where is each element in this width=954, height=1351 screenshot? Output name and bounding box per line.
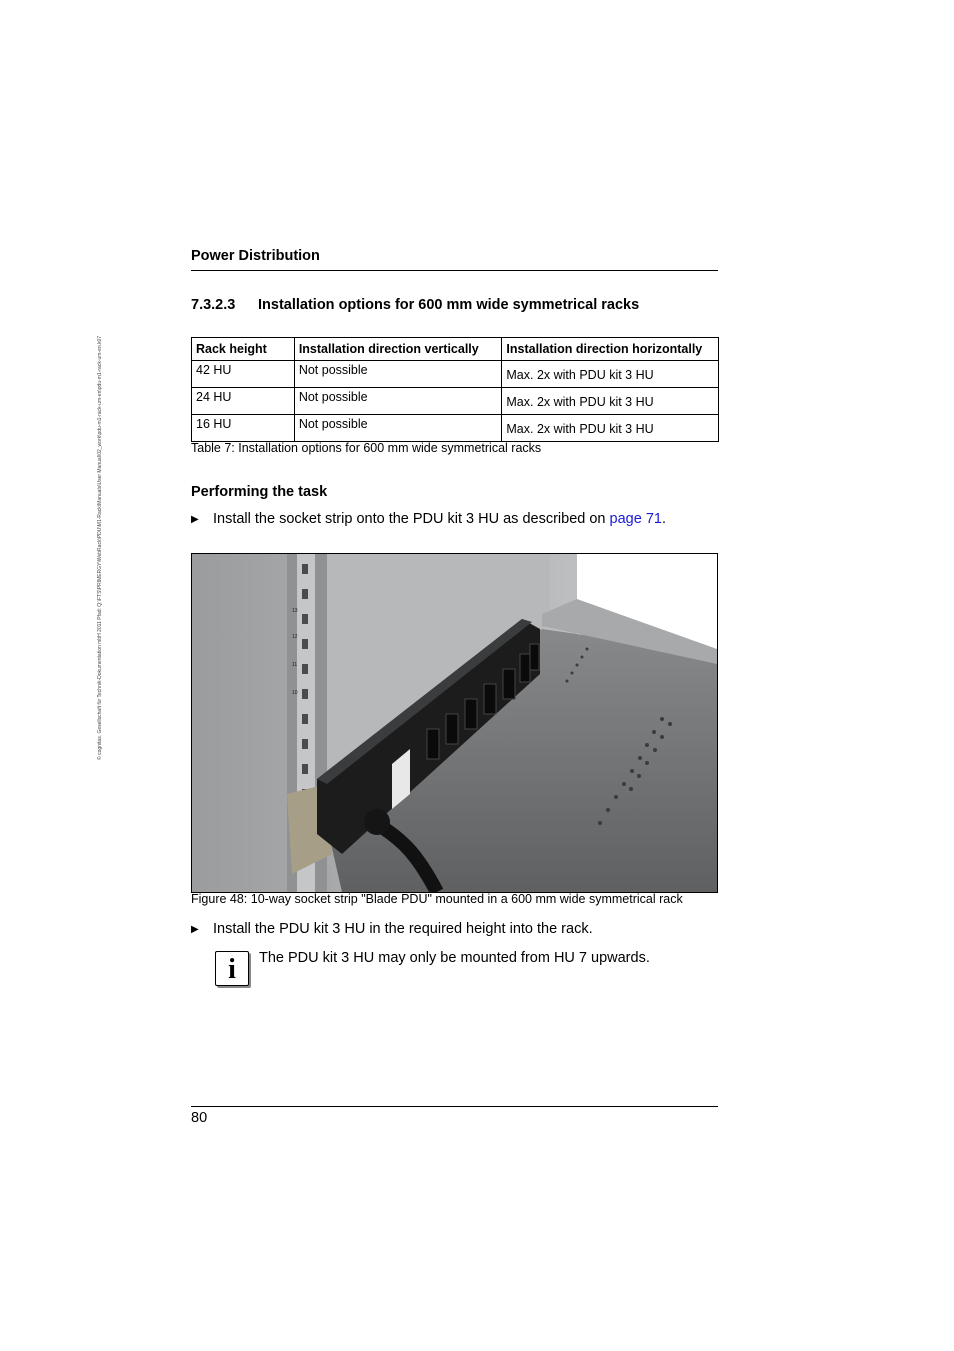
rail-number: 13	[292, 608, 298, 614]
table-header-row	[192, 338, 719, 361]
table-caption: Table 7: Installation options for 600 mm wide symmetrical racks	[191, 441, 542, 455]
instruction-step-2	[191, 921, 593, 937]
step-1-end: .	[661, 511, 666, 527]
section-title-text: Installation options for 600 mm wide symmetrical racks	[258, 297, 640, 313]
step-2-text: Install the PDU kit 3 HU in the required height into the rack.	[213, 921, 593, 937]
table-cell: Max. 2x with PDU kit 3 HU	[502, 361, 719, 388]
table-cell: Max. 2x with PDU kit 3 HU	[502, 388, 719, 415]
table-header-cell: Installation direction vertically	[294, 338, 502, 361]
table-cell: Not possible	[294, 361, 502, 388]
bullet-arrow-icon: ▶	[191, 514, 199, 525]
info-note-text: The PDU kit 3 HU may only be mounted from HU 7 upwards.	[259, 950, 650, 966]
table-cell: Not possible	[294, 388, 502, 415]
document-path-note: © cognitas. Gesellschaft für Technik-Dokumentation mbH 2011 Pfad: Q:\FTS\PRIMERGY\WebRack\PDU\M1-Rack\Manuals\User Manual\02_work\pdu-m1-rack-um-en\pdu-m1-rack-um-en.k07	[97, 335, 103, 760]
table-cell: 42 HU	[192, 361, 295, 388]
page-number: 80	[191, 1110, 208, 1126]
table-cell: 16 HU	[192, 415, 295, 442]
cable-connector	[364, 809, 390, 835]
table-header-cell: Installation direction horizontally	[502, 338, 719, 361]
table-cell: 24 HU	[192, 388, 295, 415]
info-icon: i	[215, 951, 249, 986]
section-title	[191, 297, 718, 313]
installation-options-table	[191, 337, 719, 442]
table-row	[192, 415, 719, 442]
pdu-rack-photo	[191, 553, 718, 893]
table-cell: Max. 2x with PDU kit 3 HU	[502, 415, 719, 442]
table-row	[192, 388, 719, 415]
pdu-rack-illustration	[192, 554, 717, 892]
header-title: Power Distribution	[191, 248, 320, 264]
rail-number: 10	[292, 690, 298, 696]
footer-divider	[191, 1106, 718, 1107]
page-71-link[interactable]: page 71	[609, 511, 662, 527]
table-cell: Not possible	[294, 415, 502, 442]
rail-number: 12	[292, 634, 298, 640]
step-1-text: Install the socket strip onto the PDU kit 3 HU as described on	[213, 511, 610, 527]
table-header-cell: Rack height	[192, 338, 295, 361]
figure-caption: Figure 48: 10-way socket strip "Blade PDU" mounted in a 600 mm wide symmetrical rack	[191, 892, 683, 906]
running-header	[191, 248, 718, 271]
bullet-arrow-icon: ▶	[191, 924, 199, 935]
section-number: 7.3.2.3	[191, 297, 236, 313]
table-row	[192, 361, 719, 388]
instruction-step-1	[191, 511, 666, 527]
task-heading: Performing the task	[191, 484, 328, 500]
rail-number: 11	[292, 662, 298, 668]
